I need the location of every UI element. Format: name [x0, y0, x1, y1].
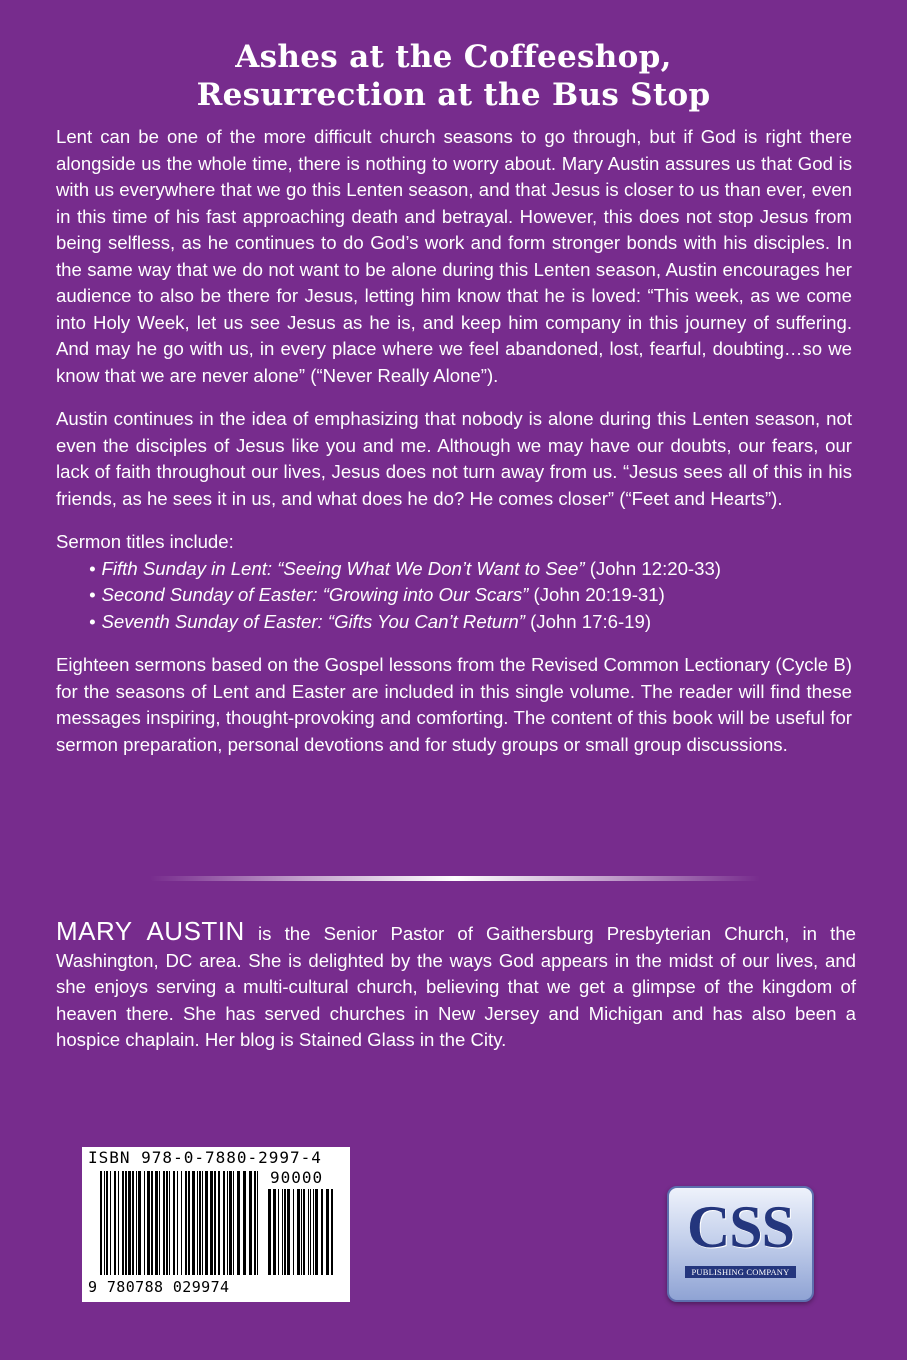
barcode-bar: [326, 1189, 329, 1275]
barcode-bar: [188, 1171, 190, 1275]
barcode-bar: [205, 1171, 208, 1275]
sermon-scripture-ref: (John 17:6-19): [530, 610, 652, 632]
barcode-bar: [106, 1171, 108, 1275]
description-paragraph-3: Eighteen sermons based on the Gospel lessons from the Revised Common Lectionary (Cycle B) for the seasons of Lent and Easter are included in this single volume. The reader will find these messages inspiring, thought-provoking and comforting. The content of this book will be useful for sermon preparation, personal devotions and for study groups or small group discussions.: [56, 654, 852, 755]
barcode-bar: [128, 1171, 131, 1275]
barcode-bar: [151, 1171, 153, 1275]
barcode-bar: [155, 1171, 158, 1275]
publisher-logo-letters: CSS: [686, 1194, 795, 1260]
sermon-scripture-ref: (John 12:20-33): [589, 557, 721, 579]
barcode-bar: [147, 1171, 150, 1275]
barcode-addon-bars: [268, 1189, 338, 1293]
barcode-bar: [122, 1171, 124, 1275]
barcode-bar: [273, 1189, 276, 1275]
barcode-bar: [249, 1171, 252, 1275]
sermon-item: [89, 582, 852, 609]
barcode-bar: [197, 1171, 198, 1275]
barcode-bar: [218, 1171, 220, 1275]
sermon-scripture-ref: (John 20:19-31): [533, 584, 665, 605]
barcode-bar: [125, 1171, 127, 1275]
barcode-bar: [202, 1171, 203, 1275]
barcode-bar: [268, 1189, 271, 1275]
barcode-digits: 9 780788 029974: [88, 1278, 230, 1296]
bullet-icon: •: [89, 610, 96, 632]
barcode-bar: [303, 1189, 305, 1275]
barcode-bar: [237, 1171, 240, 1275]
barcode-bar: [223, 1171, 225, 1275]
price-code: 90000: [270, 1168, 324, 1187]
barcode-bar: [144, 1171, 145, 1275]
sermon-item: [89, 609, 852, 636]
barcode-bar: [185, 1171, 187, 1275]
barcode-bar: [315, 1189, 318, 1275]
book-title-line-2: Resurrection at the Bus Stop: [196, 77, 711, 113]
description-paragraph-1: Lent can be one of the more difficult church seasons to go through, but if God is right there alongside us the whole time, there is nothing to worry about. Mary Austin assures us that God is with us everywhere that we go this Lenten season, and that Jesus is closer to us than ever, even in this time of his fast approaching death and betrayal. However, this does not stop Jesus from being selfless, as he continues to do God’s work and form stronger bonds with his disciples. In the same way that we do not want to be alone during this Lenten season, Austin encourages her audience to also be there for Jesus, letting him know that he is loved: “This week, as we come into Holy Week, let us see Jesus as he is, and keep him company in this journey of suffering. And may he go with us, in every place where we feel abandoned, lost, fearful, doubting…so we know that we are never alone” (“Never Really Alone”).: [56, 126, 852, 386]
barcode-bar: [114, 1171, 116, 1275]
sermon-title: Second Sunday of Easter: “Growing into Our Scars”: [101, 584, 529, 605]
book-title-line-1: Ashes at the Coffeeshop,: [235, 39, 672, 75]
barcode-bar: [138, 1171, 141, 1275]
barcode-bar: [166, 1171, 168, 1275]
barcode-bar: [173, 1171, 175, 1275]
barcode-bar: [301, 1189, 302, 1275]
barcode-bar: [199, 1171, 201, 1275]
bullet-icon: •: [89, 584, 96, 605]
barcode-bar: [310, 1189, 311, 1275]
author-bio: [56, 918, 856, 1054]
section-divider: [150, 876, 760, 881]
barcode-bar: [282, 1189, 283, 1275]
publisher-logo: [667, 1186, 814, 1302]
barcode-bar: [192, 1171, 195, 1275]
barcode-bar: [293, 1189, 294, 1275]
barcode-bar: [163, 1171, 165, 1275]
barcode-bar: [104, 1171, 105, 1275]
barcode-bar: [118, 1171, 119, 1275]
isbn-label: ISBN 978-0-7880-2997-4: [88, 1148, 322, 1167]
barcode-bar: [257, 1171, 258, 1275]
barcode-bar: [132, 1171, 134, 1275]
barcode-bar: [254, 1171, 256, 1275]
author-bio-text: is the Senior Pastor of Gaithersburg Presbyterian Church, in the Washington, DC area. She is delighted by the ways God appears in the midst of our lives, and she enjoys serving a multi-cultural church, believing that we get a glimpse of the kingdom of heaven there. She has served churches in New Jersey and Michigan and has also been a hospice chaplain. Her blog is Stained Glass in the City.: [56, 923, 857, 1050]
barcode-bar: [136, 1171, 137, 1275]
barcode-bar: [313, 1189, 314, 1275]
barcode-bars: [100, 1171, 260, 1275]
barcode-bar: [177, 1171, 178, 1275]
barcode-bar: [100, 1171, 102, 1275]
barcode-bar: [331, 1189, 333, 1275]
sermon-title: Seventh Sunday of Easter: “Gifts You Can’t Return”: [101, 610, 525, 632]
barcode-bar: [159, 1171, 160, 1275]
barcode-bar: [287, 1189, 290, 1275]
barcode-bar: [278, 1189, 279, 1275]
barcode-bar: [243, 1171, 246, 1275]
barcode-bar: [308, 1189, 309, 1275]
barcode-bar: [297, 1189, 300, 1275]
barcode-bar: [233, 1171, 234, 1275]
sermon-title: Fifth Sunday in Lent: “Seeing What We Don’t Want to See”: [101, 557, 585, 579]
barcode-bar: [214, 1171, 216, 1275]
barcode-bar: [110, 1171, 111, 1275]
book-title: [0, 38, 907, 114]
description-paragraph-2: Austin continues in the idea of emphasizing that nobody is alone during this Lenten season, not even the disciples of Jesus like you and me. Although we may have our doubts, our fears, our lack of faith throughout our lives, Jesus does not turn away from us. “Jesus sees all of this in his friends, as he sees it in us, and what does he do? He comes closer” (“Feet and Hearts”).: [56, 408, 852, 509]
barcode-bar: [229, 1171, 232, 1275]
sermon-titles-list: [56, 556, 852, 636]
bullet-icon: •: [89, 557, 96, 579]
isbn-barcode: [82, 1147, 350, 1302]
barcode-bar: [321, 1189, 323, 1275]
barcode-bar: [181, 1171, 182, 1275]
barcode-bar: [284, 1189, 286, 1275]
sermon-titles-heading: Sermon titles include:: [56, 531, 234, 552]
author-name: MARY AUSTIN: [56, 916, 245, 946]
book-description: [56, 124, 852, 775]
publisher-logo-subtitle: PUBLISHING COMPANY: [685, 1266, 796, 1278]
barcode-bar: [210, 1171, 213, 1275]
sermon-item: [89, 556, 852, 583]
barcode-bar: [227, 1171, 228, 1275]
barcode-bar: [169, 1171, 170, 1275]
